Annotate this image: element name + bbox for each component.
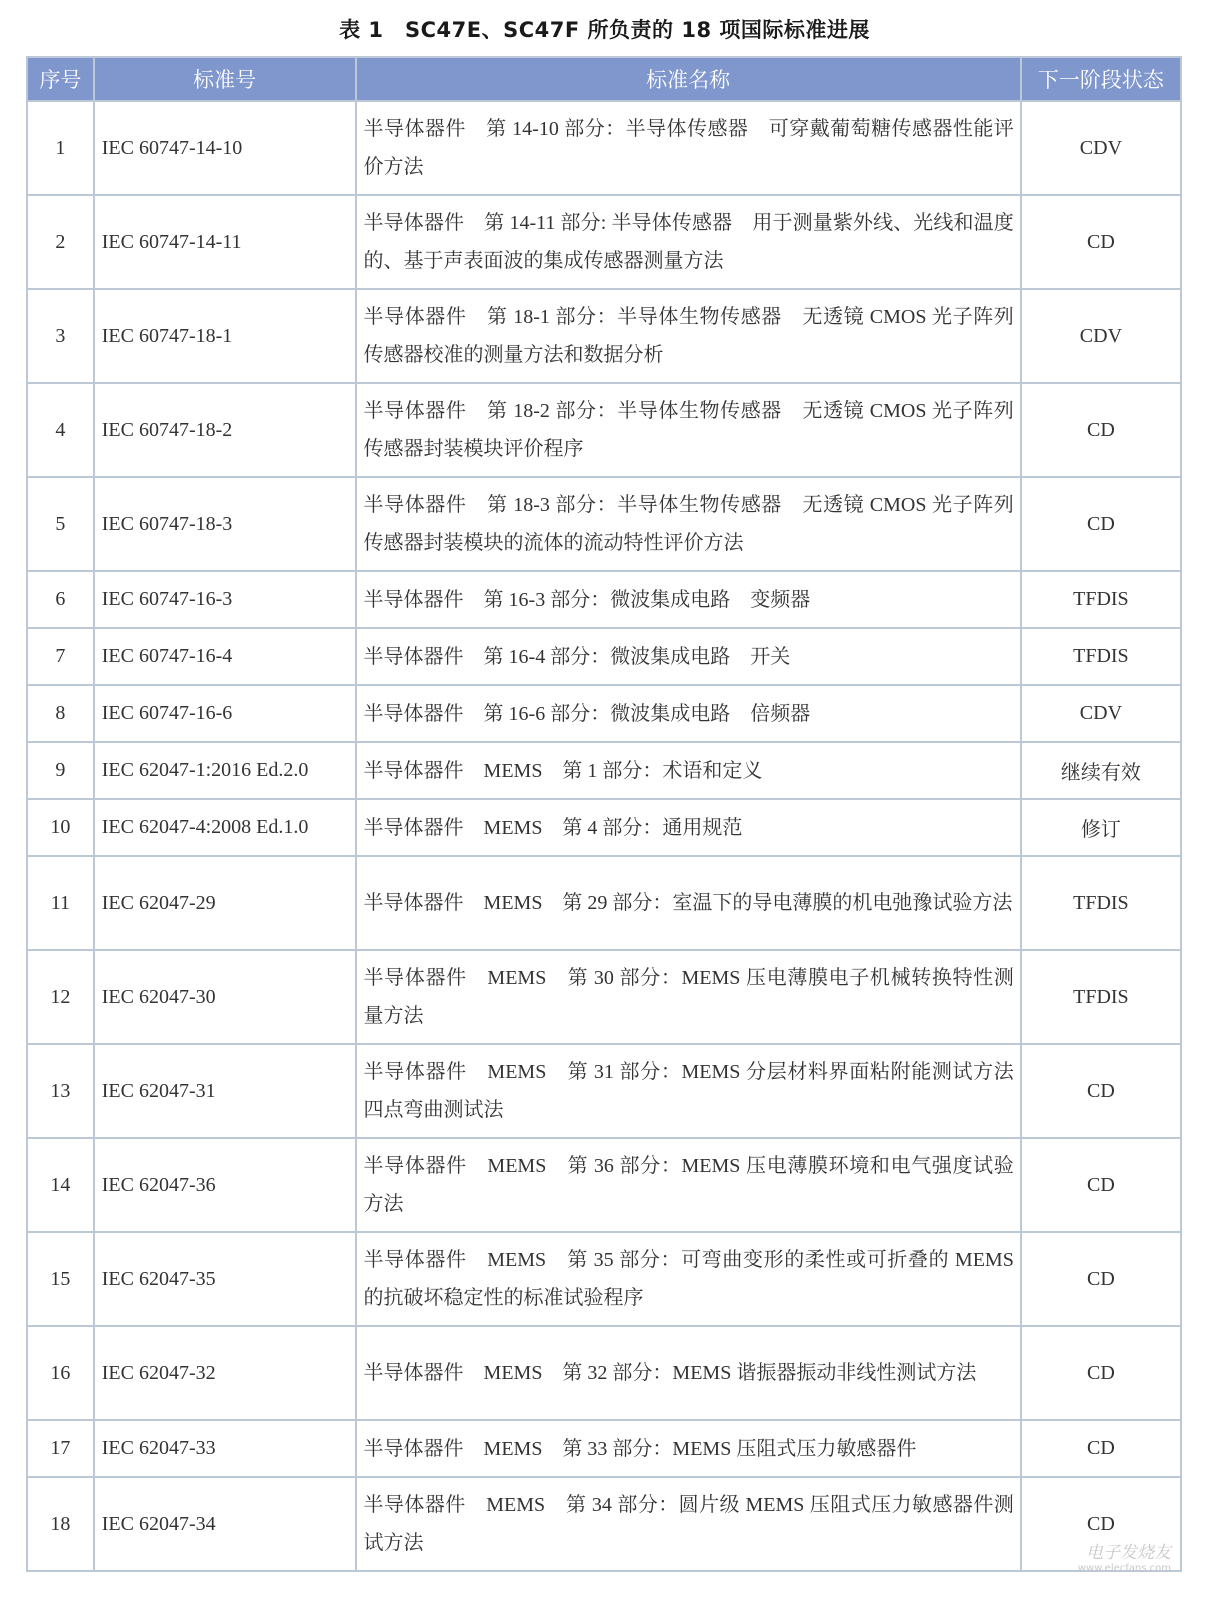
row-standard-code: IEC 62047-35 (94, 1232, 356, 1326)
row-index: 13 (27, 1044, 94, 1138)
table-caption: 表 1 SC47E、SC47F 所负责的 18 项国际标准进展 (339, 18, 870, 42)
row-index: 15 (27, 1232, 94, 1326)
row-index: 1 (27, 101, 94, 195)
row-standard-code: IEC 62047-30 (94, 950, 356, 1044)
row-standard-name: 半导体器件 第 16-4 部分：微波集成电路 开关 (356, 628, 1021, 685)
row-index: 8 (27, 685, 94, 742)
row-standard-name: 半导体器件 第 18-1 部分：半导体生物传感器 无透镜 CMOS 光子阵列传感器校准的测量方法和数据分析 (356, 289, 1021, 383)
row-index: 5 (27, 477, 94, 571)
row-standard-code: IEC 62047-34 (94, 1477, 356, 1571)
row-standard-code: IEC 62047-36 (94, 1138, 356, 1232)
row-next-status: CD (1021, 1420, 1181, 1477)
header-index: 序号 (27, 57, 94, 101)
header-status: 下一阶段状态 (1021, 57, 1181, 101)
row-standard-name: 半导体器件 MEMS 第 1 部分：术语和定义 (356, 742, 1021, 799)
row-next-status: 继续有效 (1021, 742, 1181, 799)
row-next-status: CD (1021, 1477, 1181, 1571)
row-standard-code: IEC 62047-32 (94, 1326, 356, 1420)
row-next-status: 修订 (1021, 799, 1181, 856)
table-row (27, 383, 1181, 477)
row-standard-code: IEC 62047-31 (94, 1044, 356, 1138)
row-next-status: CD (1021, 477, 1181, 571)
watermark-url: www.elecfans.com (1077, 1563, 1171, 1574)
table-row (27, 1420, 1181, 1477)
row-standard-name: 半导体器件 MEMS 第 29 部分：室温下的导电薄膜的机电弛豫试验方法 (356, 856, 1021, 950)
row-next-status: CD (1021, 1232, 1181, 1326)
row-next-status: CD (1021, 1326, 1181, 1420)
row-standard-code: IEC 60747-18-1 (94, 289, 356, 383)
table-row (27, 685, 1181, 742)
row-next-status: CD (1021, 383, 1181, 477)
row-standard-code: IEC 60747-16-3 (94, 571, 356, 628)
row-index: 16 (27, 1326, 94, 1420)
row-standard-code: IEC 60747-14-10 (94, 101, 356, 195)
row-index: 9 (27, 742, 94, 799)
table-row (27, 571, 1181, 628)
row-standard-name: 半导体器件 第 14-10 部分：半导体传感器 可穿戴葡萄糖传感器性能评价方法 (356, 101, 1021, 195)
row-index: 7 (27, 628, 94, 685)
table-row (27, 1326, 1181, 1420)
row-standard-code: IEC 60747-16-6 (94, 685, 356, 742)
row-standard-name: 半导体器件 MEMS 第 33 部分：MEMS 压阻式压力敏感器件 (356, 1420, 1021, 1477)
table-row (27, 101, 1181, 195)
row-next-status: TFDIS (1021, 628, 1181, 685)
row-index: 12 (27, 950, 94, 1044)
row-next-status: CDV (1021, 101, 1181, 195)
row-index: 4 (27, 383, 94, 477)
watermark (1078, 1545, 1171, 1577)
row-next-status: CDV (1021, 685, 1181, 742)
row-index: 11 (27, 856, 94, 950)
row-standard-code: IEC 62047-1:2016 Ed.2.0 (94, 742, 356, 799)
table-row (27, 289, 1181, 383)
row-standard-name: 半导体器件 MEMS 第 35 部分：可弯曲变形的柔性或可折叠的 MEMS 的抗破坏稳定性的标准试验程序 (356, 1232, 1021, 1326)
header-code: 标准号 (94, 57, 356, 101)
table-row (27, 1232, 1181, 1326)
row-standard-name: 半导体器件 第 14-11 部分: 半导体传感器 用于测量紫外线、光线和温度的、基于声表面波的集成传感器测量方法 (356, 195, 1021, 289)
row-index: 10 (27, 799, 94, 856)
row-standard-name: 半导体器件 MEMS 第 4 部分：通用规范 (356, 799, 1021, 856)
row-standard-name: 半导体器件 MEMS 第 36 部分：MEMS 压电薄膜环境和电气强度试验方法 (356, 1138, 1021, 1232)
row-index: 2 (27, 195, 94, 289)
row-standard-name: 半导体器件 第 18-2 部分：半导体生物传感器 无透镜 CMOS 光子阵列传感器封装模块评价程序 (356, 383, 1021, 477)
row-index: 14 (27, 1138, 94, 1232)
row-standard-name: 半导体器件 第 16-6 部分：微波集成电路 倍频器 (356, 685, 1021, 742)
row-standard-name: 半导体器件 MEMS 第 34 部分：圆片级 MEMS 压阻式压力敏感器件测试方法 (356, 1477, 1021, 1571)
row-next-status: TFDIS (1021, 571, 1181, 628)
table-row (27, 856, 1181, 950)
row-standard-name: 半导体器件 MEMS 第 30 部分：MEMS 压电薄膜电子机械转换特性测量方法 (356, 950, 1021, 1044)
row-next-status: TFDIS (1021, 950, 1181, 1044)
row-standard-code: IEC 60747-18-3 (94, 477, 356, 571)
row-next-status: CD (1021, 1044, 1181, 1138)
row-standard-code: IEC 60747-18-2 (94, 383, 356, 477)
table-header-row (27, 57, 1181, 101)
standards-table (26, 56, 1182, 1572)
header-name: 标准名称 (356, 57, 1021, 101)
row-standard-name: 半导体器件 MEMS 第 31 部分：MEMS 分层材料界面粘附能测试方法 四点弯曲测试法 (356, 1044, 1021, 1138)
row-standard-code: IEC 62047-4:2008 Ed.1.0 (94, 799, 356, 856)
table-row (27, 1477, 1181, 1571)
table-row (27, 799, 1181, 856)
row-standard-code: IEC 62047-29 (94, 856, 356, 950)
watermark-logo-text: 电子发烧友 (1086, 1543, 1171, 1563)
row-index: 3 (27, 289, 94, 383)
row-standard-name: 半导体器件 第 16-3 部分：微波集成电路 变频器 (356, 571, 1021, 628)
row-next-status: CD (1021, 195, 1181, 289)
row-index: 18 (27, 1477, 94, 1571)
row-next-status: TFDIS (1021, 856, 1181, 950)
row-standard-code: IEC 62047-33 (94, 1420, 356, 1477)
row-standard-code: IEC 60747-16-4 (94, 628, 356, 685)
table-row (27, 742, 1181, 799)
table-row (27, 477, 1181, 571)
table-row (27, 950, 1181, 1044)
table-row (27, 628, 1181, 685)
table-row (27, 1044, 1181, 1138)
table-row (27, 195, 1181, 289)
row-index: 6 (27, 571, 94, 628)
row-next-status: CDV (1021, 289, 1181, 383)
table-row (27, 1138, 1181, 1232)
row-standard-name: 半导体器件 MEMS 第 32 部分：MEMS 谐振器振动非线性测试方法 (356, 1326, 1021, 1420)
row-index: 17 (27, 1420, 94, 1477)
row-standard-name: 半导体器件 第 18-3 部分：半导体生物传感器 无透镜 CMOS 光子阵列传感器封装模块的流体的流动特性评价方法 (356, 477, 1021, 571)
row-standard-code: IEC 60747-14-11 (94, 195, 356, 289)
row-next-status: CD (1021, 1138, 1181, 1232)
